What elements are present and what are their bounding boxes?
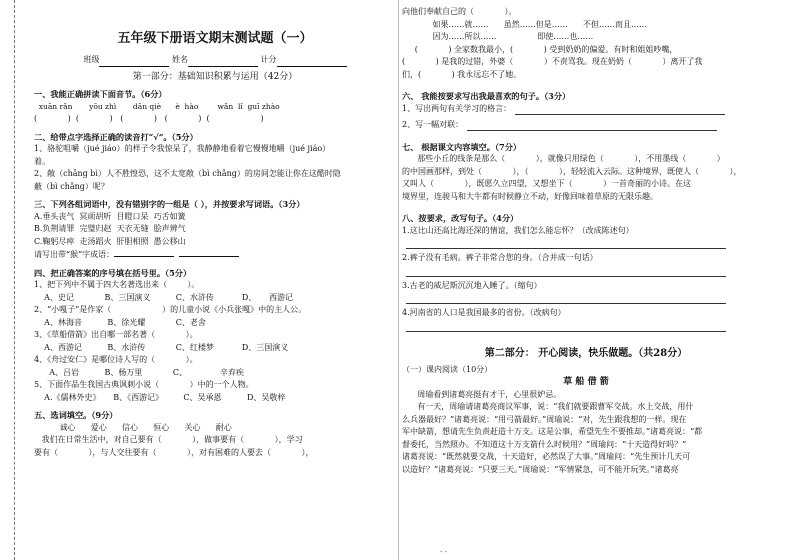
score-field[interactable] (277, 57, 347, 67)
reading-line-3: 么兵器最好？”诸葛亮说：“用弓箭最好。”周瑜说：“对，先生跟我想的一样。现在 (402, 414, 687, 424)
q1-heading: 一、我能正确拼读下面音节。（6分） (34, 89, 167, 99)
q1-pinyin: xuān rǎn yōu zhì dān qiè è hào wǎn lǐ guī zhào (34, 101, 280, 111)
q8-answer-line-4[interactable] (406, 320, 726, 332)
q4-item-4: 4、《舟过安仁》是哪位诗人写的（ ）。 (34, 355, 198, 364)
name-label: 姓名 (172, 55, 188, 64)
page-number: - - (440, 548, 447, 556)
q8-item-2: 2.裤子没有毛病。裤子非常合您的身。（合并成一句话） (402, 253, 598, 262)
class-label: 班级 (83, 55, 100, 64)
q3-write-label: 请写出带“猴”字成语： (34, 250, 115, 259)
q2-item-2: 2、敞（chǎng bì）人不胜惶恐，这不太宽敞（bì chǎng）的房间怎能让你在这酷时隐 (34, 169, 341, 178)
q5-line-3: 向他们奉献自己的（ ）。 (402, 7, 517, 16)
part2-title: 第二部分： 开心阅读，快乐做题。（共28分） (484, 347, 688, 359)
q6-item-1 (402, 103, 770, 116)
q6-answer-line-1[interactable] (515, 103, 725, 115)
q2-item-2b: 蔽（bì chǎng）呢？ (34, 181, 109, 191)
q6-item-2-label: 2、写一幅对联： (402, 120, 464, 129)
score-label: 计分 (260, 55, 277, 64)
q2-heading: 二、给带点字选择正确的读音打“√”。（5分） (34, 131, 198, 142)
q8-item-1: 1.这比山还高比海还深的情谊，我们怎么能忘怀？（改成陈述句） (402, 225, 634, 235)
q8-heading: 八、按要求，改写句子。（4分） (402, 213, 519, 223)
q6-item-2 (402, 119, 770, 132)
q7-heading: 七、 根据课文内容填空。（7分） (402, 141, 522, 152)
q4-item-2-options: A、林海音 B、徐光耀 C、老舍 (34, 317, 206, 327)
name-field[interactable] (188, 57, 258, 67)
q3-option-b: B.负荆请罪 完璧归赵 天衣无缝 脍声辨气 (34, 224, 186, 233)
q3-blank-1[interactable] (114, 248, 174, 257)
q8-answer-line-2[interactable] (406, 265, 726, 277)
class-field[interactable] (99, 57, 169, 67)
q4-item-1: 1、把下列中不属于四大名著选出来（ ）。 (34, 280, 200, 289)
q3-option-c: C.鞠躬尽瘁 走汤蹈火 肝胆相照 愚公移山 (34, 236, 186, 246)
q4-item-5-options: A.《儒林外史》 B、《西游记》 C、吴承恩 D、吴敬梓 (34, 392, 286, 402)
q4-heading: 四、把正确答案的序号填在括号里。（5分） (34, 267, 192, 278)
q5-heading: 五、选词填空。（9分） (34, 410, 118, 420)
page-title: 五年级下册语文期末测试题（一） (117, 31, 313, 46)
q5-word-bank: 诚心 爱心 信心 恒心 关心 耐心 (34, 422, 232, 432)
conjunction-text-3: 们，( ) 我永远忘不了她。 (402, 69, 522, 79)
part1-title: 第一部分：基础知识积累与运用（42分） (132, 71, 298, 82)
q7-text-2: 的中国画那样，到处（ ），（ ），轻轻流入云际。这种境界，既使人（ ）， (402, 166, 742, 176)
q6-item-1-label: 1、写出两句有关学习的格言： (402, 103, 512, 113)
reading-line-7: 以造好？”诸葛亮说：“只要三天。”周瑜说：“军情紧急，可不能开玩笑。”诸葛亮 (402, 464, 679, 474)
q7-text-1: 那些小丘的线条是那么（ ），就像只用绿色（ ），不用墨线（ ） (402, 154, 725, 163)
conjunction-text-2: ( ) 是我的过错，外婆（ ）不责骂我。现在奶奶（ ）离开了我 (402, 57, 703, 66)
q3-heading: 三、下列各组词语中，没有错别字的一组是（ ），并按要求写词语。（3分） (34, 199, 305, 209)
q4-item-3: 3、《草船借箭》出自哪一部名著（ ）。 (34, 330, 198, 339)
q4-item-3-options: A、西游记 B、水浒传 C、红楼梦 D、三国演义 (34, 342, 289, 352)
q3-blank-2[interactable] (179, 248, 239, 257)
q8-item-3: 3.古老的威尼斯沉沉地入睡了。（缩句） (402, 280, 542, 290)
q4-item-5: 5、下面作品生我国古典讽刺小说（ ）中的一个人物。 (34, 380, 254, 389)
q8-item-4: 4.河南省的人口是我国最多的省份。（改病句） (402, 308, 566, 317)
q2-item-1: 1、骆驼咀嚼（jué jiáo）的样子令我惊呆了，我静静地看着它慢慢地嚼（jué jiáo） (34, 144, 331, 153)
column-divider (398, 0, 399, 560)
q5-line-2: 要有（ ），与人交往要有（ ），对有困难的人要去（ ）， (34, 447, 314, 457)
q4-item-2: 2、“小嘎子”是作家（ ）的儿童小说《小兵张嘎》中的主人公。 (34, 305, 307, 314)
q7-text-3: 又叫人（ ），既愿久立四望，又想坐下（ ）一首奇丽的小诗。在这 (402, 179, 692, 188)
q6-answer-line-2[interactable] (467, 119, 717, 131)
reading-line-4: 军中缺箭，想请先生负责赶造十万支。这是公事，希望先生不要推却。”诸葛亮说：“都 (402, 427, 703, 436)
left-column (34, 0, 396, 459)
q1-answer-parens[interactable]: ( ) ( ) ( ) ( ) ( ) (34, 114, 264, 123)
conjunction-bank-1: 如果……就…… 虽然……但是…… 不但……而且…… (402, 19, 648, 29)
q7-text-4: 境界里，连骏马和大牛都有时候静立不动，好像回味着草原的无限乐趣。 (402, 191, 658, 201)
q3-option-a: A.垂头丧气 冥顽胡听 目瞪口呆 巧舌如簧 (34, 211, 186, 221)
student-info (34, 54, 396, 67)
right-column (402, 6, 770, 476)
reading-title: 草 船 借 箭 (563, 377, 609, 387)
reading-line-5: 督委托，当然照办。不知道这十万支箭什么时候用？”周瑜问：“十天造得好吗？” (402, 439, 687, 449)
q3-write-prompt (34, 248, 396, 262)
reading-heading: （一）课内阅读（10分） (402, 364, 493, 374)
reading-line-6: 诸葛亮说：“既然就要交战，十天造好，必然误了大事。”周瑜问：“先生预计几天可 (402, 452, 691, 461)
conjunction-bank-2: 因为……所以…… 即使……也…… (402, 32, 594, 41)
q8-answer-line-1[interactable] (406, 237, 726, 249)
q2-item-1b: 着。 (34, 156, 50, 166)
reading-line-2: 有一天，周瑜请诸葛亮商议军事，说：“我们就要跟曹军交战。水上交战，用什 (402, 402, 694, 411)
q6-heading: 六、 我能按要求写出我最喜欢的句子。（3分） (402, 91, 571, 101)
reading-line-1: 周瑜看到诸葛亮挺有才干，心里很妒忌。 (402, 389, 562, 399)
q8-answer-line-3[interactable] (406, 292, 726, 304)
q4-item-1-options: A、史记 B、三国演义 C、水浒传 D、 西游记 (34, 292, 293, 302)
q4-item-4-options: A、吕岩 B、杨万里 C、 辛弃疾 (34, 367, 245, 377)
conjunction-text-1: ( ) 全家数我最小，( ) 受到奶奶的偏爱。有时和姐姐吵嘴， (402, 44, 678, 54)
binding-line (14, 0, 25, 560)
q5-line-1: 我们在日常生活中，对自己要有（ ），做事要有（ ），学习 (34, 435, 303, 444)
